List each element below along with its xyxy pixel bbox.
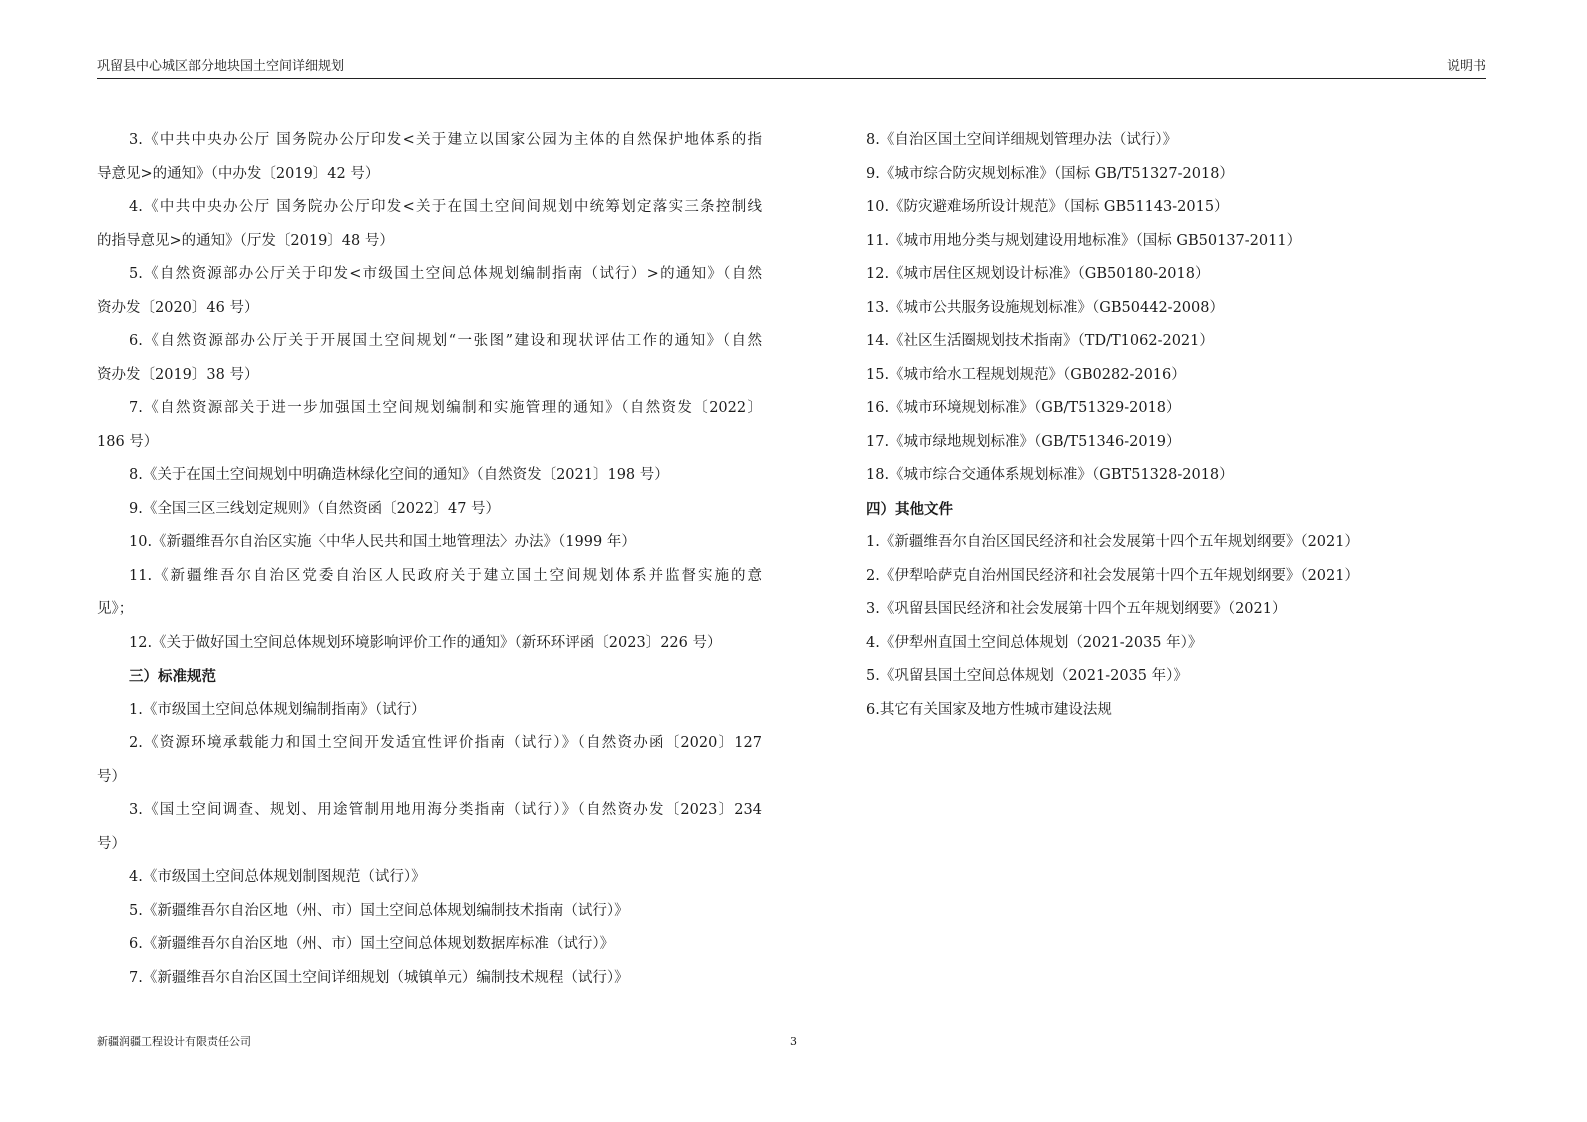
reference-line: 号） xyxy=(97,768,126,785)
reference-line: 3.《国土空间调查、规划、用途管制用地用海分类指南（试行）》（自然资办发〔2023〕234 xyxy=(129,802,762,818)
reference-line: 8.《自治区国土空间详细规划管理办法（试行）》 xyxy=(866,132,1178,148)
reference-line: 4.《中共中央办公厅 国务院办公厅印发<关于在国土空间间规划中统筹划定落实三条控制线 xyxy=(129,199,762,215)
reference-line: 15.《城市给水工程规划规范》（GB0282-2016） xyxy=(866,366,1186,383)
reference-line: 11.《新疆维吾尔自治区党委自治区人民政府关于建立国土空间规划体系并监督实施的意 xyxy=(129,567,762,584)
section-heading: 四）其他文件 xyxy=(866,500,953,518)
header-divider xyxy=(97,78,1486,79)
reference-line: 9.《城市综合防灾规划标准》（国标 GB/T51327-2018） xyxy=(866,165,1234,182)
reference-line: 2.《资源环境承载能力和国土空间开发适宜性评价指南（试行）》（自然资办函〔2020〕127 xyxy=(129,735,762,751)
reference-line: 2.《伊犁哈萨克自治州国民经济和社会发展第十四个五年规划纲要》（2021） xyxy=(866,567,1359,584)
page-header xyxy=(97,58,1486,78)
document-title: 巩留县中心城区部分地块国土空间详细规划 xyxy=(97,59,345,74)
footer-company: 新疆润疆工程设计有限责任公司 xyxy=(97,1035,251,1048)
reference-line: 6.《自然资源部办公厅关于开展国土空间规划“一张图”建设和现状评估工作的通知》（自然 xyxy=(129,333,762,349)
reference-line: 6.其它有关国家及地方性城市建设法规 xyxy=(866,701,1112,718)
reference-line: 186 号） xyxy=(97,433,159,450)
reference-line: 14.《社区生活圈规划技术指南》（TD/T1062-2021） xyxy=(866,333,1214,349)
reference-line: 4.《市级国土空间总体规划制图规范（试行）》 xyxy=(129,869,426,885)
reference-line: 10.《防灾避难场所设计规范》（国标 GB51143-2015） xyxy=(866,199,1229,215)
reference-line: 见》； xyxy=(97,601,134,617)
reference-line: 7.《自然资源部关于进一步加强国土空间规划编制和实施管理的通知》（自然资发〔2022〕 xyxy=(129,400,762,416)
reference-line: 1.《市级国土空间总体规划编制指南》（试行） xyxy=(129,701,426,718)
reference-line: 9.《全国三区三线划定规则》（自然资函〔2022〕47 号） xyxy=(129,500,501,517)
reference-line: 资办发〔2020〕46 号） xyxy=(97,299,259,316)
reference-line: 8.《关于在国土空间规划中明确造林绿化空间的通知》（自然资发〔2021〕198 号） xyxy=(129,467,669,483)
reference-line: 导意见>的通知》（中办发〔2019〕42 号） xyxy=(97,165,380,182)
right-column xyxy=(866,124,1486,727)
reference-line: 3.《中共中央办公厅 国务院办公厅印发<关于建立以国家公园为主体的自然保护地体系的指 xyxy=(129,132,762,148)
reference-line: 5.《巩留县国土空间总体规划（2021-2035 年）》 xyxy=(866,668,1188,684)
section-heading: 三）标准规范 xyxy=(129,668,216,685)
reference-line: 的指导意见>的通知》（厅发〔2019〕48 号） xyxy=(97,232,394,249)
reference-line: 17.《城市绿地规划标准》（GB/T51346-2019） xyxy=(866,433,1181,450)
reference-line: 3.《巩留县国民经济和社会发展第十四个五年规划纲要》（2021） xyxy=(866,601,1287,617)
reference-line: 18.《城市综合交通体系规划标准》（GBT51328-2018） xyxy=(866,467,1234,483)
left-column xyxy=(97,124,762,995)
reference-line: 11.《城市用地分类与规划建设用地标准》（国标 GB50137-2011） xyxy=(866,232,1302,249)
reference-line: 12.《关于做好国土空间总体规划环境影响评价工作的通知》（新环环评函〔2023〕226 号） xyxy=(129,634,722,651)
reference-line: 5.《新疆维吾尔自治区地（州、市）国土空间总体规划编制技术指南（试行）》 xyxy=(129,902,629,919)
reference-line: 4.《伊犁州直国土空间总体规划（2021-2035 年）》 xyxy=(866,634,1203,651)
reference-line: 号） xyxy=(97,835,126,852)
reference-line: 6.《新疆维吾尔自治区地（州、市）国土空间总体规划数据库标准（试行）》 xyxy=(129,936,615,952)
reference-line: 5.《自然资源部办公厅关于印发<市级国土空间总体规划编制指南（试行）>的通知》（自然 xyxy=(129,266,762,282)
page-number: 3 xyxy=(790,1035,797,1048)
reference-line: 7.《新疆维吾尔自治区国土空间详细规划（城镇单元）编制技术规程（试行）》 xyxy=(129,969,629,986)
reference-line: 13.《城市公共服务设施规划标准》（GB50442-2008） xyxy=(866,299,1224,316)
reference-line: 16.《城市环境规划标准》（GB/T51329-2018） xyxy=(866,400,1181,416)
reference-line: 1.《新疆维吾尔自治区国民经济和社会发展第十四个五年规划纲要》（2021） xyxy=(866,534,1359,550)
reference-line: 资办发〔2019〕38 号） xyxy=(97,366,259,383)
reference-line: 10.《新疆维吾尔自治区实施〈中华人民共和国土地管理法〉办法》（1999 年） xyxy=(129,534,636,550)
document-type: 说明书 xyxy=(1446,59,1486,74)
reference-line: 12.《城市居住区规划设计标准》（GB50180-2018） xyxy=(866,266,1210,282)
